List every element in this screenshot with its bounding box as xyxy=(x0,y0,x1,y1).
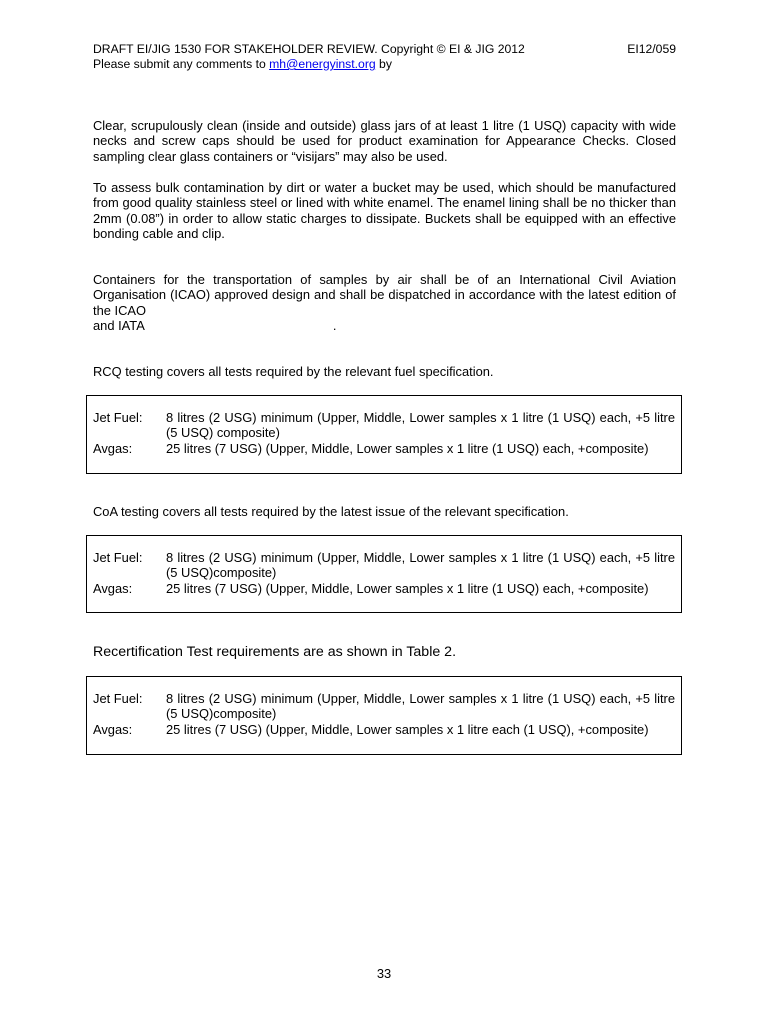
jet-fuel-row xyxy=(93,691,675,722)
jet-fuel-label: Jet Fuel: xyxy=(93,550,143,565)
paragraph-rcq: RCQ testing covers all tests required by the relevant fuel specification. xyxy=(93,364,494,379)
containers-iata-line xyxy=(93,318,676,333)
avgas-row xyxy=(93,581,675,596)
jet-fuel-text: 8 litres (2 USG) minimum (Upper, Middle, Lower samples x 1 litre (1 USQ) each, +5 litre (5 USQ)composite) xyxy=(166,550,675,581)
jet-fuel-row xyxy=(93,410,675,441)
avgas-row xyxy=(93,722,675,737)
page-header xyxy=(93,42,676,72)
recertification-heading: Recertification Test requirements are as shown in Table 2. xyxy=(93,644,457,660)
jet-fuel-label: Jet Fuel: xyxy=(93,691,143,706)
jet-fuel-text: 8 litres (2 USG) minimum (Upper, Middle, Lower samples x 1 litre (1 USQ) each, +5 litre (5 USQ)composite) xyxy=(166,691,675,722)
avgas-text: 25 litres (7 USG) (Upper, Middle, Lower samples x 1 litre each (1 USQ), +composite) xyxy=(166,721,649,737)
avgas-label: Avgas: xyxy=(93,721,133,737)
rcq-sample-box xyxy=(86,395,682,474)
header-title: DRAFT EI/JIG 1530 FOR STAKEHOLDER REVIEW. Copyright © EI & JIG 2012 xyxy=(93,42,525,56)
containers-period: . xyxy=(332,318,337,334)
email-link[interactable]: mh@energyinst.org xyxy=(269,57,376,71)
recertification-sample-box xyxy=(86,676,682,755)
jet-fuel-row xyxy=(93,550,675,581)
paragraph-glass-jars: Clear, scrupulously clean (inside and outside) glass jars of at least 1 litre (1 USQ) capacity with wide necks and screw caps should be used for product examination for Appearance Checks. Closed sampling clear glass containers or “visijars” may also be used. xyxy=(93,118,676,164)
submit-comments-text: Please submit any comments to xyxy=(93,57,270,71)
avgas-label: Avgas: xyxy=(93,440,133,456)
paragraph-bucket: To assess bulk contamination by dirt or water a bucket may be used, which should be manufactured from good quality stainless steel or lined with white enamel. The enamel lining shall be no thicker than 2mm (0.08”) in order to allow static charges to dissipate. Buckets shall be equipped with an effective bonding cable and clip. xyxy=(93,180,676,242)
paragraph-coa: CoA testing covers all tests required by the latest issue of the relevant specification. xyxy=(93,504,569,519)
document-code: EI12/059 xyxy=(627,42,676,56)
avgas-label: Avgas: xyxy=(93,580,133,596)
containers-iata-text: and IATA xyxy=(93,318,145,334)
jet-fuel-text: 8 litres (2 USG) minimum (Upper, Middle, Lower samples x 1 litre (1 USQ) each, +5 litre (5 USQ) composite) xyxy=(166,410,675,441)
avgas-text: 25 litres (7 USG) (Upper, Middle, Lower samples x 1 litre (1 USQ) each, +composite) xyxy=(166,580,649,596)
paragraph-containers xyxy=(93,272,676,334)
containers-text: Containers for the transportation of samples by air shall be of an International Civil Aviation Organisation (ICAO) approved design and shall be dispatched in accordance with the latest edition of the ICAO xyxy=(93,272,676,318)
page-number: 33 xyxy=(376,966,392,981)
jet-fuel-label: Jet Fuel: xyxy=(93,410,143,425)
submit-comments-suffix: by xyxy=(375,57,392,71)
avgas-text: 25 litres (7 USG) (Upper, Middle, Lower samples x 1 litre (1 USQ) each, +composite) xyxy=(166,440,649,456)
coa-sample-box xyxy=(86,535,682,613)
avgas-row xyxy=(93,441,675,456)
